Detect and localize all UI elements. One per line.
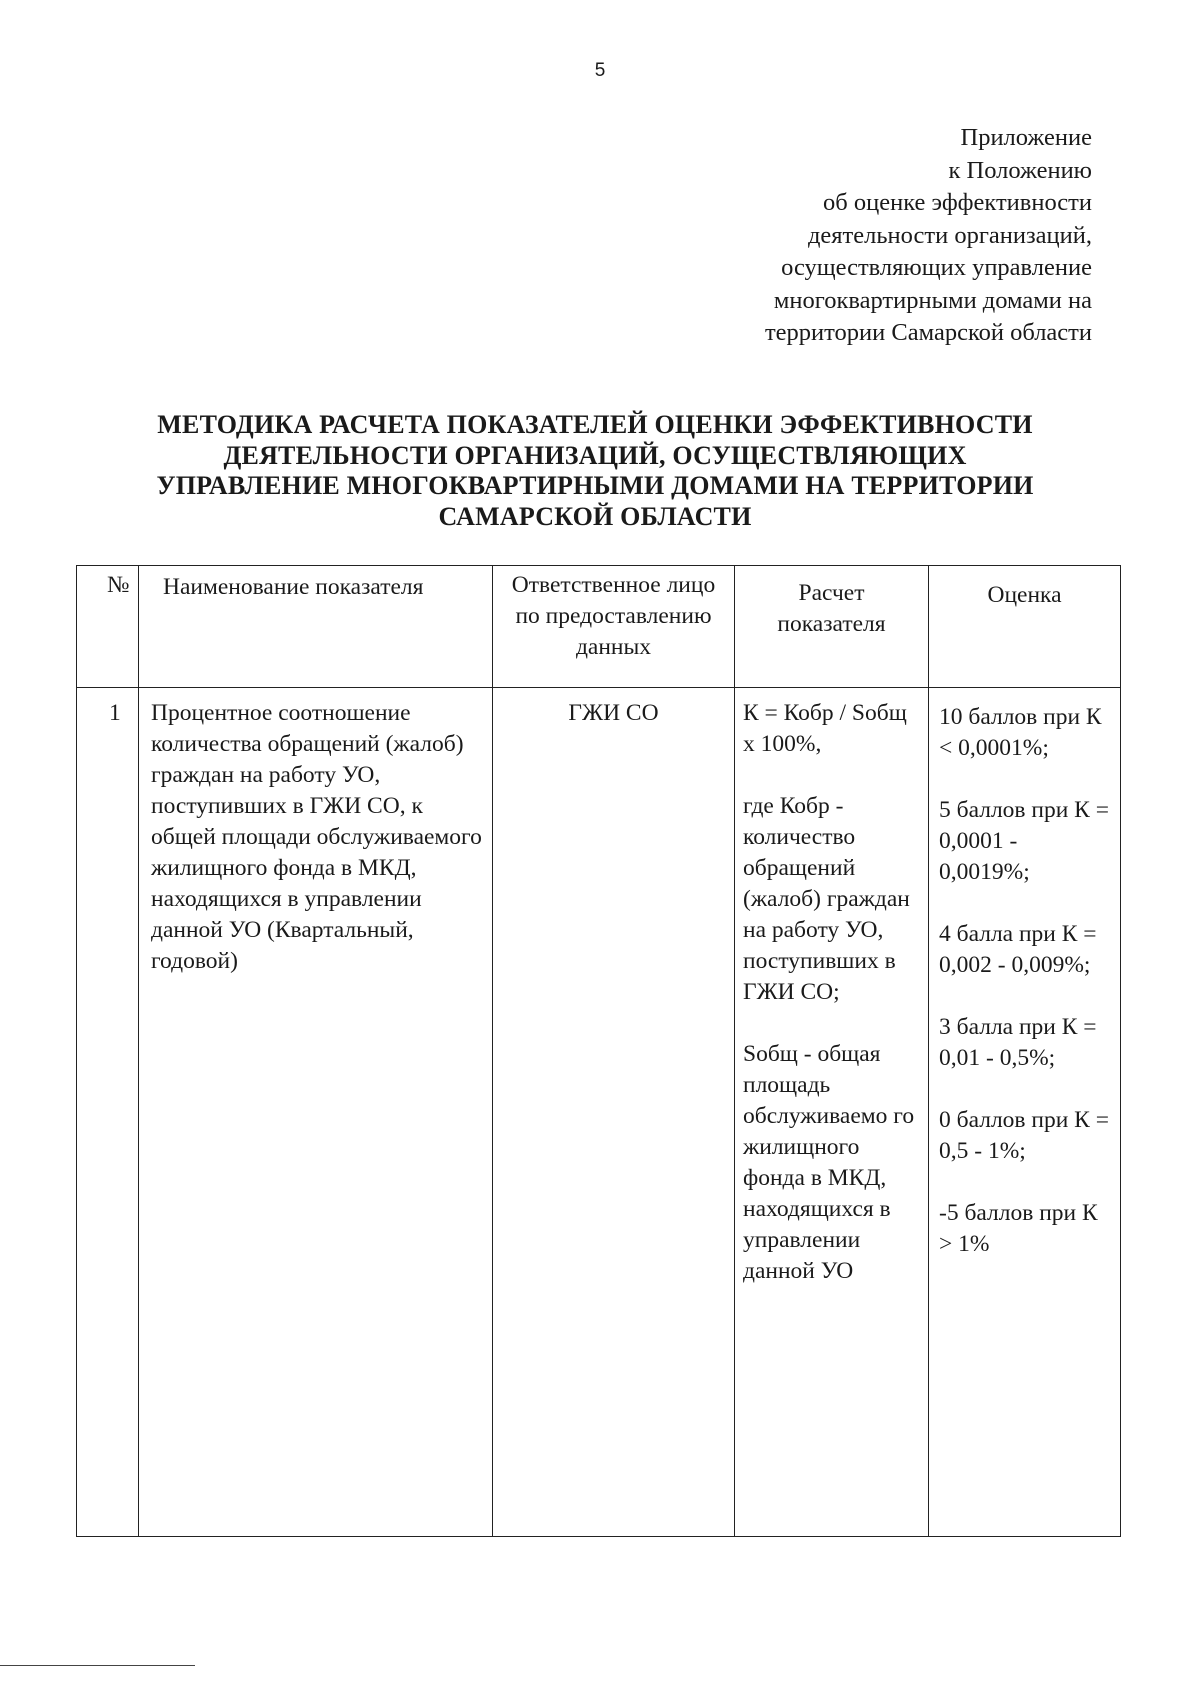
title-line: САМАРСКОЙ ОБЛАСТИ bbox=[438, 501, 752, 531]
calc-definition: где Кобр - количество обращений (жалоб) граждан на работу УО, поступивших в ГЖИ СО; bbox=[743, 793, 910, 1005]
score-rule: 10 баллов при К < 0,0001%; bbox=[939, 704, 1102, 761]
document-title bbox=[80, 410, 1110, 532]
appendix-line: территории Самарской области bbox=[764, 319, 1092, 346]
calculation-cell bbox=[735, 688, 929, 1537]
appendix-line: деятельности организаций, bbox=[807, 221, 1092, 249]
appendix-line: Приложение bbox=[960, 124, 1092, 151]
title-line: МЕТОДИКА РАСЧЕТА ПОКАЗАТЕЛЕЙ ОЦЕНКИ ЭФФЕКТИВНОСТИ bbox=[157, 410, 1033, 439]
header-calculation: Расчет показателя bbox=[735, 566, 929, 688]
header-indicator-name: Наименование показателя bbox=[139, 566, 493, 688]
indicator-name: Процентное соотношение количества обращений (жалоб) граждан на работу УО, поступивших в ГЖИ СО, к общей площади обслуживаемого жилищного фонда в МКД, находящихся в управлении данной УО (Квартальный, годовой) bbox=[139, 688, 493, 1537]
table-header-row bbox=[77, 566, 1121, 688]
score-cell bbox=[929, 688, 1121, 1537]
score-rule: 5 баллов при К = 0,0001 - 0,0019%; bbox=[939, 797, 1109, 885]
footnote-separator bbox=[0, 1665, 195, 1666]
title-line: ДЕЯТЕЛЬНОСТИ ОРГАНИЗАЦИЙ, ОСУЩЕСТВЛЯЮЩИХ bbox=[223, 440, 967, 470]
header-responsible: Ответственное лицо по предоставлению данных bbox=[493, 566, 735, 688]
appendix-reference bbox=[652, 122, 1092, 350]
page-number: 5 bbox=[594, 60, 606, 81]
header-number: № bbox=[77, 566, 139, 688]
title-line: УПРАВЛЕНИЕ МНОГОКВАРТИРНЫМИ ДОМАМИ НА ТЕРРИТОРИИ bbox=[156, 471, 1034, 500]
score-rule: 0 баллов при К = 0,5 - 1%; bbox=[939, 1107, 1109, 1164]
score-rule: 4 балла при К = 0,002 - 0,009%; bbox=[939, 921, 1097, 978]
calc-formula: К = Кобр / Sобщ х 100%, bbox=[743, 700, 907, 757]
score-rule: -5 баллов при К > 1% bbox=[939, 1200, 1098, 1257]
header-score: Оценка bbox=[929, 566, 1121, 688]
appendix-line: многоквартирными домами на bbox=[773, 286, 1092, 314]
indicator-table bbox=[76, 565, 1121, 1537]
appendix-line: об оценке эффективности bbox=[823, 189, 1092, 216]
row-number: 1 bbox=[77, 688, 139, 1537]
appendix-line: осуществляющих управление bbox=[781, 254, 1092, 281]
appendix-line: к Положению bbox=[948, 156, 1092, 184]
responsible-party: ГЖИ СО bbox=[493, 688, 735, 1537]
score-rule: 3 балла при К = 0,01 - 0,5%; bbox=[939, 1014, 1097, 1071]
table-row bbox=[77, 688, 1121, 1537]
calc-definition: Sобщ - общая площадь обслуживаемо го жилищного фонда в МКД, находящихся в управлении данной УО bbox=[743, 1041, 915, 1284]
